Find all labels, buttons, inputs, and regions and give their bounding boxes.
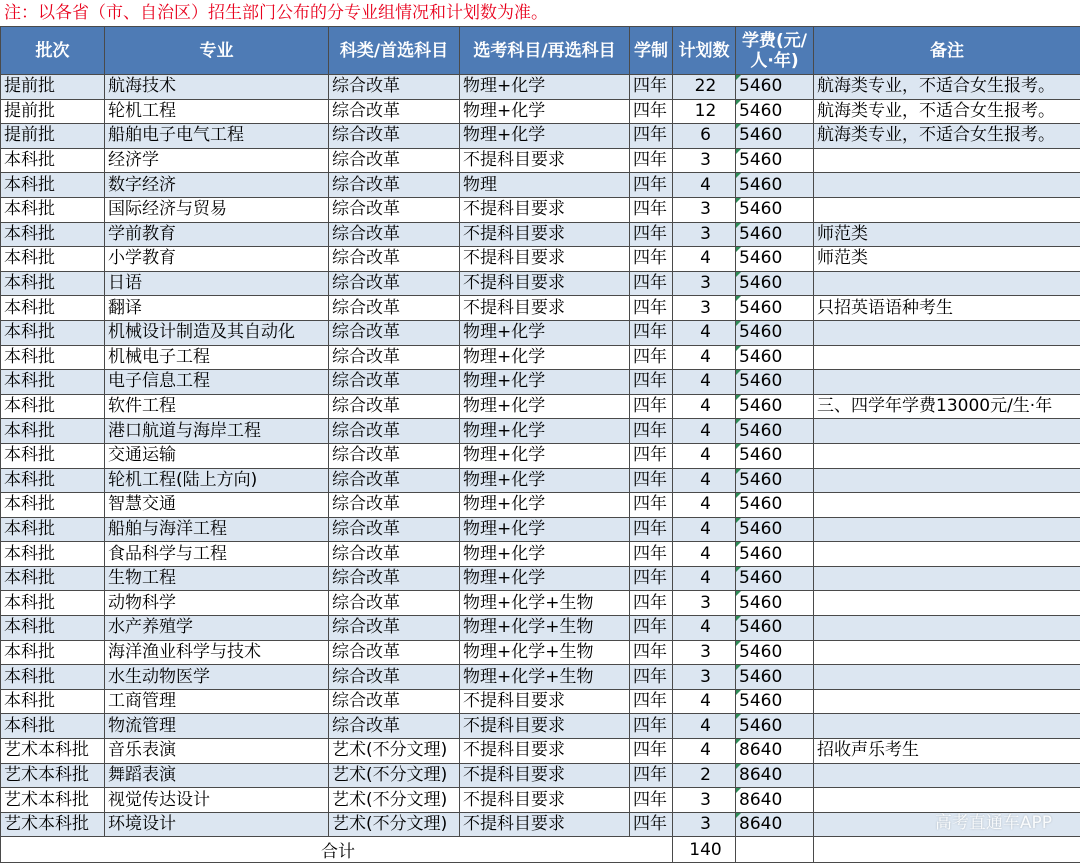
cell-duration: 四年 <box>630 714 673 739</box>
cell-batch: 本科批 <box>1 468 105 493</box>
cell-plan: 4 <box>673 419 736 444</box>
cell-batch: 艺术本科批 <box>1 788 105 813</box>
cell-subjects: 不提科目要求 <box>460 296 630 321</box>
table-row <box>1 566 1080 591</box>
total-plan: 140 <box>673 837 736 863</box>
table-row <box>1 739 1080 764</box>
table-row <box>1 640 1080 665</box>
cell-category: 综合改革 <box>329 591 460 616</box>
cell-category: 综合改革 <box>329 714 460 739</box>
cell-category: 综合改革 <box>329 271 460 296</box>
cell-subjects: 物理+化学 <box>460 468 630 493</box>
cell-subjects: 物理+化学 <box>460 345 630 370</box>
table-row <box>1 247 1080 272</box>
enrollment-plan-table <box>0 26 1080 863</box>
cell-fee: 5460 <box>736 394 814 419</box>
cell-major: 学前教育 <box>105 222 329 247</box>
cell-major: 舞蹈表演 <box>105 763 329 788</box>
cell-duration: 四年 <box>630 320 673 345</box>
cell-fee: 5460 <box>736 419 814 444</box>
cell-category: 综合改革 <box>329 665 460 690</box>
cell-fee: 5460 <box>736 665 814 690</box>
cell-duration: 四年 <box>630 370 673 395</box>
cell-plan: 3 <box>673 640 736 665</box>
cell-fee: 5460 <box>736 542 814 567</box>
cell-category: 综合改革 <box>329 517 460 542</box>
cell-major: 视觉传达设计 <box>105 788 329 813</box>
cell-duration: 四年 <box>630 812 673 837</box>
cell-plan: 4 <box>673 689 736 714</box>
total-fee-empty <box>736 837 814 863</box>
cell-category: 综合改革 <box>329 443 460 468</box>
cell-remark <box>814 320 1080 345</box>
cell-remark <box>814 370 1080 395</box>
cell-remark <box>814 714 1080 739</box>
cell-duration: 四年 <box>630 616 673 641</box>
cell-batch: 本科批 <box>1 320 105 345</box>
cell-major: 数字经济 <box>105 173 329 198</box>
cell-subjects: 物理+化学+生物 <box>460 591 630 616</box>
cell-plan: 3 <box>673 788 736 813</box>
cell-fee: 8640 <box>736 788 814 813</box>
cell-category: 艺术(不分文理) <box>329 763 460 788</box>
header-subjects: 选考科目/再选科目 <box>460 27 630 75</box>
cell-batch: 本科批 <box>1 616 105 641</box>
cell-plan: 4 <box>673 616 736 641</box>
cell-major: 经济学 <box>105 148 329 173</box>
cell-duration: 四年 <box>630 99 673 124</box>
cell-remark <box>814 542 1080 567</box>
cell-major: 水生动物医学 <box>105 665 329 690</box>
cell-fee: 5460 <box>736 370 814 395</box>
cell-batch: 本科批 <box>1 689 105 714</box>
cell-duration: 四年 <box>630 739 673 764</box>
cell-major: 物流管理 <box>105 714 329 739</box>
table-row <box>1 173 1080 198</box>
cell-subjects: 物理+化学 <box>460 419 630 444</box>
cell-batch: 本科批 <box>1 665 105 690</box>
cell-subjects: 不提科目要求 <box>460 689 630 714</box>
table-row <box>1 542 1080 567</box>
cell-category: 综合改革 <box>329 99 460 124</box>
cell-batch: 提前批 <box>1 75 105 100</box>
cell-duration: 四年 <box>630 493 673 518</box>
table-row <box>1 419 1080 444</box>
cell-plan: 4 <box>673 739 736 764</box>
table-row <box>1 124 1080 149</box>
cell-remark <box>814 763 1080 788</box>
cell-batch: 本科批 <box>1 271 105 296</box>
cell-fee: 5460 <box>736 345 814 370</box>
cell-duration: 四年 <box>630 517 673 542</box>
cell-fee: 5460 <box>736 468 814 493</box>
cell-fee: 5460 <box>736 591 814 616</box>
cell-category: 综合改革 <box>329 419 460 444</box>
cell-remark: 三、四学年学费13000元/生·年 <box>814 394 1080 419</box>
cell-duration: 四年 <box>630 640 673 665</box>
header-plan: 计划数 <box>673 27 736 75</box>
table-row <box>1 443 1080 468</box>
cell-batch: 本科批 <box>1 197 105 222</box>
cell-duration: 四年 <box>630 296 673 321</box>
cell-subjects: 不提科目要求 <box>460 247 630 272</box>
table-body <box>1 75 1080 837</box>
cell-subjects: 不提科目要求 <box>460 739 630 764</box>
cell-plan: 3 <box>673 197 736 222</box>
cell-remark: 只招英语语种考生 <box>814 296 1080 321</box>
header-row <box>1 27 1080 75</box>
cell-remark <box>814 616 1080 641</box>
table-row <box>1 197 1080 222</box>
cell-major: 智慧交通 <box>105 493 329 518</box>
cell-category: 综合改革 <box>329 468 460 493</box>
cell-remark <box>814 443 1080 468</box>
cell-batch: 本科批 <box>1 394 105 419</box>
cell-batch: 本科批 <box>1 542 105 567</box>
total-label: 合计 <box>1 837 673 863</box>
cell-remark: 师范类 <box>814 247 1080 272</box>
cell-batch: 本科批 <box>1 714 105 739</box>
cell-fee: 8640 <box>736 739 814 764</box>
cell-plan: 4 <box>673 345 736 370</box>
cell-remark: 师范类 <box>814 222 1080 247</box>
cell-remark <box>814 517 1080 542</box>
table-row <box>1 591 1080 616</box>
cell-batch: 本科批 <box>1 247 105 272</box>
cell-batch: 本科批 <box>1 419 105 444</box>
cell-subjects: 物理+化学+生物 <box>460 665 630 690</box>
cell-category: 综合改革 <box>329 197 460 222</box>
cell-subjects: 物理+化学 <box>460 124 630 149</box>
cell-remark <box>814 640 1080 665</box>
cell-major: 机械电子工程 <box>105 345 329 370</box>
cell-fee: 5460 <box>736 173 814 198</box>
cell-major: 工商管理 <box>105 689 329 714</box>
cell-plan: 3 <box>673 296 736 321</box>
cell-batch: 本科批 <box>1 640 105 665</box>
table-row <box>1 714 1080 739</box>
cell-plan: 4 <box>673 320 736 345</box>
cell-remark <box>814 197 1080 222</box>
table-row <box>1 689 1080 714</box>
cell-fee: 5460 <box>736 75 814 100</box>
cell-batch: 本科批 <box>1 148 105 173</box>
table-row <box>1 271 1080 296</box>
cell-remark: 航海类专业，不适合女生报考。 <box>814 124 1080 149</box>
cell-category: 综合改革 <box>329 345 460 370</box>
cell-subjects: 物理+化学 <box>460 493 630 518</box>
cell-category: 艺术(不分文理) <box>329 788 460 813</box>
total-remark-empty <box>814 837 1080 863</box>
table-row <box>1 370 1080 395</box>
cell-remark <box>814 566 1080 591</box>
cell-batch: 本科批 <box>1 345 105 370</box>
cell-plan: 4 <box>673 566 736 591</box>
cell-duration: 四年 <box>630 222 673 247</box>
cell-major: 船舶电子电气工程 <box>105 124 329 149</box>
cell-duration: 四年 <box>630 197 673 222</box>
cell-category: 综合改革 <box>329 394 460 419</box>
cell-category: 艺术(不分文理) <box>329 812 460 837</box>
table-row <box>1 345 1080 370</box>
cell-plan: 3 <box>673 812 736 837</box>
cell-major: 电子信息工程 <box>105 370 329 395</box>
cell-duration: 四年 <box>630 124 673 149</box>
cell-subjects: 物理 <box>460 173 630 198</box>
table-row <box>1 616 1080 641</box>
cell-major: 港口航道与海岸工程 <box>105 419 329 444</box>
cell-duration: 四年 <box>630 665 673 690</box>
cell-major: 软件工程 <box>105 394 329 419</box>
cell-fee: 5460 <box>736 443 814 468</box>
cell-major: 机械设计制造及其自动化 <box>105 320 329 345</box>
watermark: 高考直通车APP <box>935 808 1052 833</box>
cell-fee: 5460 <box>736 689 814 714</box>
cell-category: 综合改革 <box>329 247 460 272</box>
cell-plan: 22 <box>673 75 736 100</box>
cell-major: 动物科学 <box>105 591 329 616</box>
cell-batch: 提前批 <box>1 124 105 149</box>
cell-major: 轮机工程 <box>105 99 329 124</box>
cell-subjects: 不提科目要求 <box>460 788 630 813</box>
cell-major: 日语 <box>105 271 329 296</box>
cell-major: 海洋渔业科学与技术 <box>105 640 329 665</box>
cell-fee: 5460 <box>736 222 814 247</box>
cell-plan: 4 <box>673 468 736 493</box>
cell-remark <box>814 419 1080 444</box>
cell-remark: 航海类专业，不适合女生报考。 <box>814 75 1080 100</box>
cell-subjects: 不提科目要求 <box>460 812 630 837</box>
cell-category: 综合改革 <box>329 173 460 198</box>
cell-subjects: 物理+化学 <box>460 443 630 468</box>
cell-fee: 5460 <box>736 714 814 739</box>
table-row <box>1 468 1080 493</box>
cell-batch: 艺术本科批 <box>1 739 105 764</box>
cell-major: 船舶与海洋工程 <box>105 517 329 542</box>
cell-remark: 航海类专业，不适合女生报考。 <box>814 99 1080 124</box>
cell-fee: 5460 <box>736 99 814 124</box>
cell-plan: 4 <box>673 173 736 198</box>
table-row <box>1 320 1080 345</box>
table-row <box>1 517 1080 542</box>
cell-category: 综合改革 <box>329 616 460 641</box>
cell-subjects: 物理+化学 <box>460 517 630 542</box>
cell-remark <box>814 345 1080 370</box>
cell-category: 综合改革 <box>329 542 460 567</box>
cell-major: 国际经济与贸易 <box>105 197 329 222</box>
cell-major: 交通运输 <box>105 443 329 468</box>
cell-duration: 四年 <box>630 394 673 419</box>
cell-plan: 3 <box>673 148 736 173</box>
cell-plan: 12 <box>673 99 736 124</box>
cell-duration: 四年 <box>630 468 673 493</box>
cell-plan: 4 <box>673 394 736 419</box>
cell-fee: 5460 <box>736 124 814 149</box>
cell-category: 综合改革 <box>329 148 460 173</box>
cell-batch: 本科批 <box>1 517 105 542</box>
cell-batch: 艺术本科批 <box>1 812 105 837</box>
cell-subjects: 不提科目要求 <box>460 222 630 247</box>
cell-remark <box>814 271 1080 296</box>
cell-plan: 4 <box>673 443 736 468</box>
cell-category: 综合改革 <box>329 689 460 714</box>
cell-category: 综合改革 <box>329 320 460 345</box>
cell-plan: 4 <box>673 517 736 542</box>
cell-subjects: 物理+化学 <box>460 320 630 345</box>
cell-subjects: 物理+化学 <box>460 75 630 100</box>
cell-major: 小学教育 <box>105 247 329 272</box>
table-row <box>1 99 1080 124</box>
cell-category: 综合改革 <box>329 296 460 321</box>
table-row <box>1 394 1080 419</box>
cell-category: 综合改革 <box>329 124 460 149</box>
header-fee: 学费(元/人·年) <box>736 27 814 75</box>
table-row <box>1 493 1080 518</box>
cell-duration: 四年 <box>630 148 673 173</box>
cell-batch: 本科批 <box>1 443 105 468</box>
header-batch: 批次 <box>1 27 105 75</box>
cell-subjects: 物理+化学+生物 <box>460 616 630 641</box>
table-row <box>1 788 1080 813</box>
header-duration: 学制 <box>630 27 673 75</box>
cell-plan: 4 <box>673 493 736 518</box>
header-category: 科类/首选科目 <box>329 27 460 75</box>
table-row <box>1 75 1080 100</box>
cell-plan: 4 <box>673 714 736 739</box>
cell-subjects: 物理+化学 <box>460 370 630 395</box>
note-text: 注：以各省（市、自治区）招生部门公布的分专业组情况和计划数为准。 <box>0 0 1080 26</box>
cell-duration: 四年 <box>630 271 673 296</box>
cell-fee: 5460 <box>736 517 814 542</box>
cell-major: 环境设计 <box>105 812 329 837</box>
cell-subjects: 不提科目要求 <box>460 714 630 739</box>
cell-duration: 四年 <box>630 689 673 714</box>
cell-category: 综合改革 <box>329 493 460 518</box>
cell-duration: 四年 <box>630 75 673 100</box>
table-row <box>1 148 1080 173</box>
cell-batch: 本科批 <box>1 493 105 518</box>
cell-remark <box>814 148 1080 173</box>
cell-fee: 5460 <box>736 640 814 665</box>
cell-subjects: 物理+化学+生物 <box>460 640 630 665</box>
cell-duration: 四年 <box>630 173 673 198</box>
cell-subjects: 物理+化学 <box>460 99 630 124</box>
cell-category: 综合改革 <box>329 640 460 665</box>
cell-remark <box>814 591 1080 616</box>
table-row <box>1 763 1080 788</box>
cell-major: 生物工程 <box>105 566 329 591</box>
cell-plan: 4 <box>673 247 736 272</box>
table-row <box>1 812 1080 837</box>
cell-remark <box>814 493 1080 518</box>
cell-fee: 5460 <box>736 296 814 321</box>
cell-fee: 5460 <box>736 493 814 518</box>
cell-category: 综合改革 <box>329 370 460 395</box>
cell-batch: 本科批 <box>1 222 105 247</box>
cell-batch: 本科批 <box>1 591 105 616</box>
cell-plan: 3 <box>673 665 736 690</box>
cell-category: 综合改革 <box>329 566 460 591</box>
cell-remark: 招收声乐考生 <box>814 739 1080 764</box>
cell-duration: 四年 <box>630 591 673 616</box>
cell-fee: 5460 <box>736 566 814 591</box>
cell-batch: 本科批 <box>1 173 105 198</box>
cell-plan: 4 <box>673 542 736 567</box>
cell-fee: 5460 <box>736 197 814 222</box>
table-row <box>1 222 1080 247</box>
cell-batch: 本科批 <box>1 296 105 321</box>
cell-subjects: 不提科目要求 <box>460 148 630 173</box>
cell-fee: 5460 <box>736 616 814 641</box>
cell-batch: 本科批 <box>1 566 105 591</box>
cell-duration: 四年 <box>630 566 673 591</box>
cell-major: 音乐表演 <box>105 739 329 764</box>
cell-plan: 3 <box>673 591 736 616</box>
cell-duration: 四年 <box>630 247 673 272</box>
cell-major: 轮机工程(陆上方向) <box>105 468 329 493</box>
cell-duration: 四年 <box>630 443 673 468</box>
cell-fee: 5460 <box>736 247 814 272</box>
cell-subjects: 不提科目要求 <box>460 197 630 222</box>
cell-batch: 艺术本科批 <box>1 763 105 788</box>
cell-plan: 3 <box>673 271 736 296</box>
cell-remark <box>814 173 1080 198</box>
cell-subjects: 不提科目要求 <box>460 763 630 788</box>
cell-plan: 6 <box>673 124 736 149</box>
cell-category: 艺术(不分文理) <box>329 739 460 764</box>
cell-major: 食品科学与工程 <box>105 542 329 567</box>
cell-fee: 8640 <box>736 812 814 837</box>
cell-remark <box>814 665 1080 690</box>
total-row <box>1 837 1080 863</box>
cell-category: 综合改革 <box>329 75 460 100</box>
cell-duration: 四年 <box>630 542 673 567</box>
cell-plan: 3 <box>673 222 736 247</box>
cell-major: 翻译 <box>105 296 329 321</box>
header-major: 专业 <box>105 27 329 75</box>
cell-duration: 四年 <box>630 419 673 444</box>
cell-fee: 8640 <box>736 763 814 788</box>
cell-fee: 5460 <box>736 271 814 296</box>
cell-subjects: 物理+化学 <box>460 542 630 567</box>
cell-remark <box>814 468 1080 493</box>
cell-subjects: 物理+化学 <box>460 566 630 591</box>
cell-batch: 本科批 <box>1 370 105 395</box>
cell-plan: 4 <box>673 370 736 395</box>
table-row <box>1 296 1080 321</box>
cell-subjects: 不提科目要求 <box>460 271 630 296</box>
cell-duration: 四年 <box>630 763 673 788</box>
cell-batch: 提前批 <box>1 99 105 124</box>
cell-fee: 5460 <box>736 148 814 173</box>
cell-duration: 四年 <box>630 788 673 813</box>
header-remark: 备注 <box>814 27 1080 75</box>
cell-major: 水产养殖学 <box>105 616 329 641</box>
cell-category: 综合改革 <box>329 222 460 247</box>
cell-duration: 四年 <box>630 345 673 370</box>
cell-subjects: 物理+化学 <box>460 394 630 419</box>
cell-remark <box>814 689 1080 714</box>
cell-plan: 2 <box>673 763 736 788</box>
table-row <box>1 665 1080 690</box>
cell-major: 航海技术 <box>105 75 329 100</box>
cell-fee: 5460 <box>736 320 814 345</box>
